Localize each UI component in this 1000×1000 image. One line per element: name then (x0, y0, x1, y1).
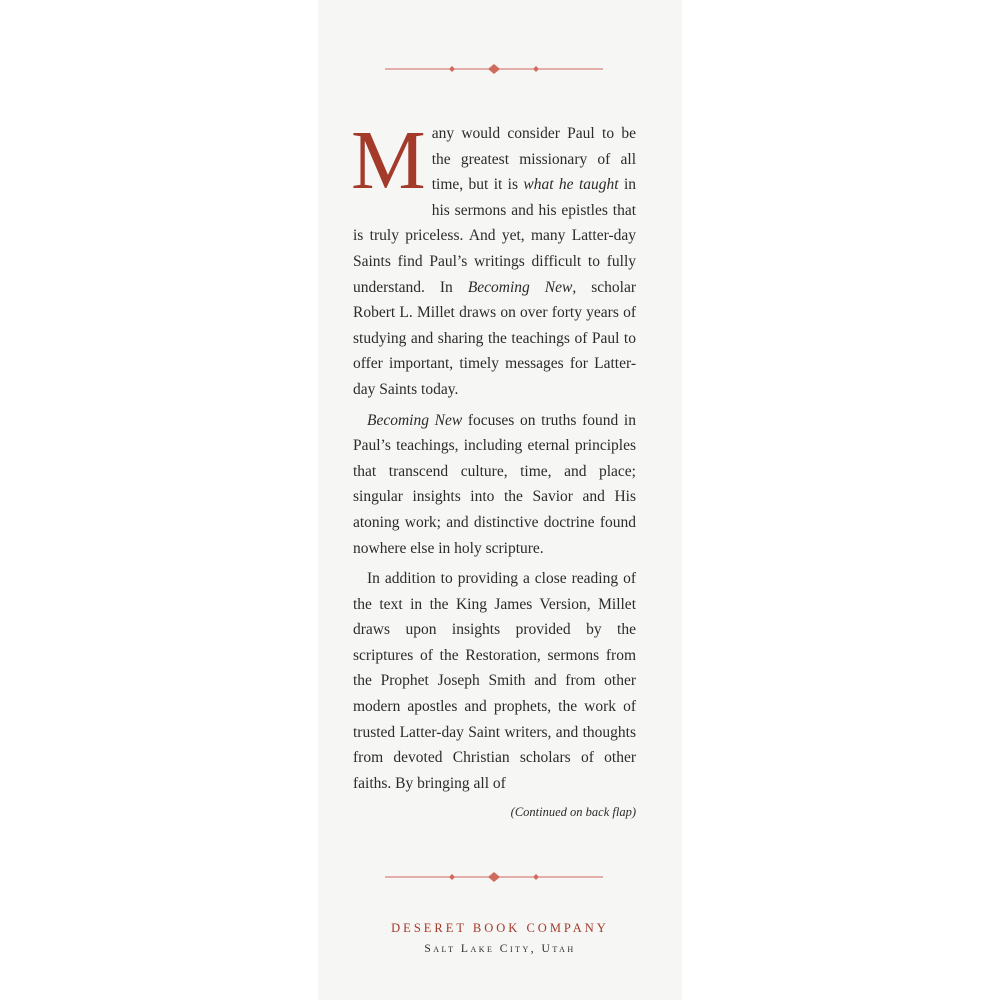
top-ornament-divider (385, 63, 603, 75)
flap-body-text (351, 114, 636, 801)
bottom-ornament-divider (385, 871, 603, 883)
drop-cap: M (351, 114, 426, 207)
continued-note: (Continued on back flap) (510, 805, 636, 819)
paragraph-1-text-c: , scholar Robert L. Millet draws on over forty years of studying and sharing the teachings of Paul to offer important, timely messages for Latter-day Saints today. (353, 278, 636, 398)
paragraph-2-text: focuses on truths found in Paul’s teachings, including eternal principles that transcend culture, time, and place; singular insights into the Savior and His atoning work; and distinctive doctrine found nowhere else in holy scripture. (353, 411, 636, 557)
paragraph-1 (351, 114, 636, 403)
paragraph-3: In addition to providing a close reading of the text in the King James Version, Millet draws upon insights provided by the scriptures of the Restoration, sermons from the Prophet Joseph Smith and from other modern apostles and prophets, the work of trusted Latter-day Saint writers, and thoughts from devoted Christian scholars of other faiths. By bringing all of (353, 570, 636, 792)
paragraph-1-text-a: any would consider Paul to be the greatest missionary of all time, but it is (431, 125, 636, 194)
paragraph-1-text-b: in his sermons and his epistles that is truly priceless. And yet, many Latter-day Saints find Paul’s writings difficult to fully understand. In (353, 176, 636, 296)
publisher-name: DESERET BOOK COMPANY (391, 921, 609, 935)
paragraph-2 (353, 408, 636, 562)
paragraph-2-book-title: Becoming New (367, 411, 463, 429)
publisher-location: Salt Lake City, Utah (424, 943, 576, 955)
paragraph-1-emphasis: what he taught (523, 176, 619, 194)
book-title-italic: Becoming New (467, 278, 573, 296)
